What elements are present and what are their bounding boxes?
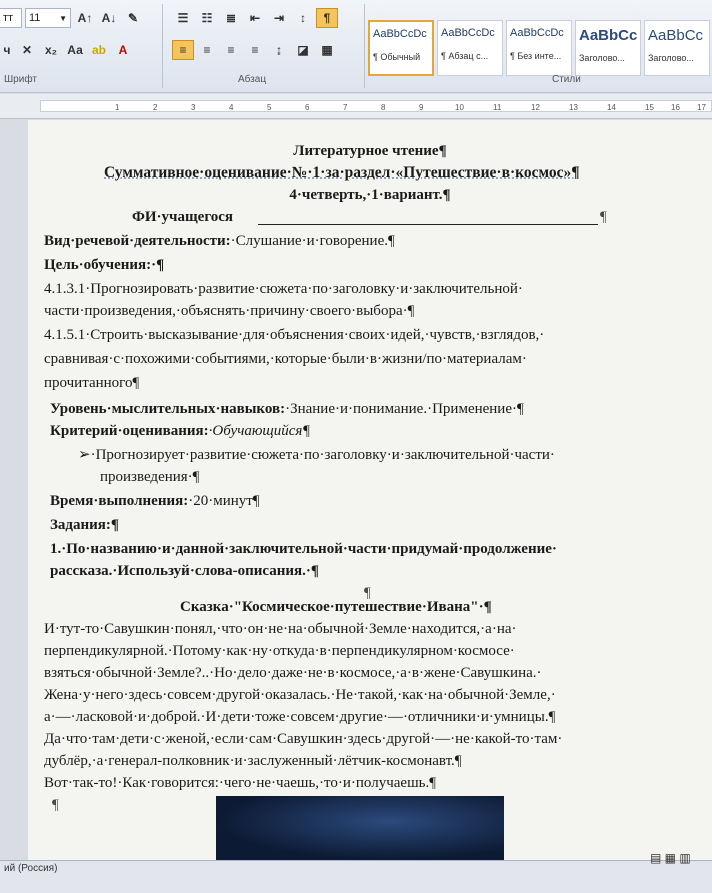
- style-sample: AaBbCcDc: [441, 27, 495, 39]
- grow-font-icon[interactable]: A↑: [77, 11, 93, 25]
- doc-line: Задания:¶: [50, 517, 120, 533]
- doc-line: Да·что·там·дети·с·женой,·если·сам·Савушкин·здесь·другой·—·не·какой-то·там·: [44, 731, 563, 747]
- align-left-icon[interactable]: ≡: [172, 40, 194, 60]
- style-name: ¶ Без инте...: [510, 51, 562, 61]
- style-sample: AaBbCc: [579, 27, 637, 44]
- group-label-font: Шрифт: [4, 74, 37, 85]
- space-image[interactable]: [216, 796, 504, 860]
- label: Время·выполнения:: [50, 493, 189, 509]
- multilevel-icon[interactable]: ≣: [225, 11, 237, 25]
- doc-line: а·—·ласковой·и·доброй.·И·дети·тоже·совсем·другие·—·отличники·и·умницы.¶: [44, 709, 556, 725]
- student-name-label: ФИ·учащегося: [132, 209, 234, 225]
- story-title: Сказка·"Космическое·путешествие·Ивана"·¶: [180, 599, 492, 615]
- ruler-tick: 8: [381, 103, 386, 112]
- document-page[interactable]: [28, 120, 712, 860]
- styles-gallery: [368, 20, 712, 76]
- borders-icon[interactable]: ▦: [321, 43, 333, 57]
- value: ·Знание·и·понимание.·Применение·¶: [285, 401, 524, 417]
- doc-line: Вот·так-то!·Как·говорится:·чего·не·чаешь,·то·и·получаешь.¶: [44, 775, 437, 791]
- font-color-icon[interactable]: A: [118, 43, 128, 57]
- doc-line: прочитанного¶: [44, 375, 140, 391]
- shrink-font-icon[interactable]: A↓: [101, 11, 117, 25]
- style-sample: AaBbCc: [648, 27, 704, 44]
- decrease-indent-icon[interactable]: ⇤: [249, 11, 261, 25]
- group-label-paragraph: Абзац: [238, 74, 267, 85]
- numbering-icon[interactable]: ☷: [201, 11, 213, 25]
- font-size-box[interactable]: [25, 8, 71, 28]
- style-name: Заголово...: [579, 53, 625, 63]
- pilcrow-icon[interactable]: ¶: [316, 8, 338, 28]
- ruler-tick: 9: [419, 103, 424, 112]
- doc-line: [50, 492, 260, 510]
- justify-icon[interactable]: ≡: [251, 43, 259, 57]
- ruler-tick: 3: [191, 103, 196, 112]
- doc-line: произведения·¶: [100, 469, 200, 485]
- divider: [162, 4, 163, 88]
- ruler-tick: 6: [305, 103, 310, 112]
- paragraph-row1: [172, 6, 340, 30]
- ruler-tick: 10: [455, 103, 464, 112]
- ruler-tick: 15: [645, 103, 654, 112]
- bullets-icon[interactable]: ☰: [177, 11, 189, 25]
- horizontal-ruler[interactable]: [0, 94, 712, 119]
- ruler-tick: 2: [153, 103, 158, 112]
- doc-line: взяться·обычной·Земле?..·Но·дело·даже·не·в·космосе,·а·в·жене·Савушкина.·: [44, 665, 542, 681]
- style-heading-2[interactable]: [644, 20, 710, 76]
- doc-line: Цель·обучения:·¶: [44, 257, 165, 273]
- label: Критерий·оценивания:: [50, 423, 209, 439]
- style-heading-1[interactable]: [575, 20, 641, 76]
- doc-line: сравнивая·с·похожими·событиями,·которые·были·в·жизни/по·материалам·: [44, 351, 527, 367]
- style-name: Заголово...: [648, 53, 694, 63]
- sort-icon[interactable]: ↕: [300, 11, 306, 25]
- doc-line: 4.1.5.1·Строить·высказывание·для·объяснения·своих·идей,·чувств,·взглядов,·: [44, 327, 545, 343]
- doc-line: [50, 400, 524, 418]
- ribbon: [0, 0, 712, 93]
- doc-line: Жена·у·него·здесь·совсем·другой·оказалась.·Не·такой,·как·на·обычной·Земле,·: [44, 687, 556, 703]
- ruler-tick: 5: [267, 103, 272, 112]
- name-underline: [258, 224, 598, 225]
- font-name-box[interactable]: тт: [0, 8, 22, 28]
- doc-line: И·тут-то·Савушкин·понял,·что·он·не·на·обычной·Земле·находится,·а·на·: [44, 621, 517, 637]
- value: ·Обучающийся¶: [208, 423, 311, 439]
- doc-title: Суммативное·оценивание·№·1·за·раздел·«Путешествие·в·космос»¶: [104, 164, 580, 181]
- change-case-icon[interactable]: Аа: [67, 43, 83, 57]
- ruler-tick: 16: [671, 103, 680, 112]
- ruler-tick: 12: [531, 103, 540, 112]
- label: Уровень·мыслительных·навыков:: [50, 401, 286, 417]
- ruler-tick: 17: [697, 103, 706, 112]
- align-center-icon[interactable]: ≡: [203, 43, 211, 57]
- style-list-paragraph[interactable]: [437, 20, 503, 76]
- style-normal[interactable]: [368, 20, 434, 76]
- highlight-icon[interactable]: ab: [91, 43, 106, 57]
- ruler-tick: 14: [607, 103, 616, 112]
- doc-line: перпендикулярной.·Потому·как·ну·откуда·в·перпендикулярном·космосе·: [44, 643, 515, 659]
- align-right-icon[interactable]: ≡: [227, 43, 235, 57]
- style-no-spacing[interactable]: [506, 20, 572, 76]
- format-row: [0, 38, 136, 62]
- increase-indent-icon[interactable]: ⇥: [273, 11, 285, 25]
- style-sample: AaBbCcDc: [510, 27, 564, 39]
- ruler-tick: 4: [229, 103, 234, 112]
- ruler-tick: 1: [115, 103, 120, 112]
- language-indicator[interactable]: ий (Россия): [4, 863, 58, 874]
- divider: [364, 4, 365, 88]
- font-size-value: 11: [29, 12, 41, 24]
- pilcrow-mark: ¶: [52, 797, 59, 813]
- font-row: [0, 6, 146, 30]
- doc-line: рассказа.·Используй·слова-описания.·¶: [50, 563, 320, 579]
- doc-line: [50, 422, 310, 440]
- pilcrow-mark: ¶: [364, 585, 371, 601]
- underline-icon[interactable]: ч: [3, 43, 11, 57]
- ruler-band: [40, 100, 712, 112]
- ruler-tick: 11: [493, 103, 502, 112]
- paragraph-row2: [172, 38, 340, 62]
- status-bar: [0, 851, 712, 893]
- line-spacing-icon[interactable]: ↨: [276, 43, 282, 57]
- view-layout-icon[interactable]: ▤ ▦ ▥: [650, 851, 691, 865]
- style-name: ¶ Обычный: [373, 52, 421, 62]
- doc-line: дублёр,·а·генерал-полковник·и·заслуженный·лётчик-космонавт.¶: [44, 753, 462, 769]
- pilcrow-mark: ¶: [600, 209, 607, 225]
- shading-icon[interactable]: ◪: [297, 43, 309, 57]
- label: Вид·речевой·деятельности:: [44, 233, 231, 249]
- doc-bullet-line: ➢·Прогнозирует·развитие·сюжета·по·заголовку·и·заключительной·части·: [78, 447, 555, 463]
- clear-format-icon[interactable]: ✎: [127, 11, 139, 25]
- doc-subject: Литературное чтение¶: [293, 143, 447, 159]
- subscript-icon[interactable]: x₂: [44, 43, 57, 57]
- value: ·Слушание·и·говорение.¶: [230, 233, 395, 249]
- chevron-down-icon: ▼: [59, 13, 67, 23]
- strike-icon[interactable]: ✕: [21, 43, 33, 57]
- doc-quarter: 4·четверть,·1·вариант.¶: [289, 187, 451, 203]
- doc-line: части·произведения,·объяснять·причину·своего·выбора·¶: [44, 303, 415, 319]
- ruler-tick: 7: [343, 103, 348, 112]
- doc-line: 4.1.3.1·Прогнозировать·развитие·сюжета·по·заголовку·и·заключительной·: [44, 281, 523, 297]
- ruler-tick: 13: [569, 103, 578, 112]
- doc-line: [44, 232, 395, 250]
- value: ·20·минут¶: [188, 493, 260, 509]
- style-name: ¶ Абзац с...: [441, 51, 489, 61]
- doc-line: 1.·По·названию·и·данной·заключительной·части·придумай·продолжение·: [50, 541, 557, 557]
- style-sample: AaBbCcDc: [373, 28, 427, 40]
- group-label-styles: Стили: [552, 74, 581, 85]
